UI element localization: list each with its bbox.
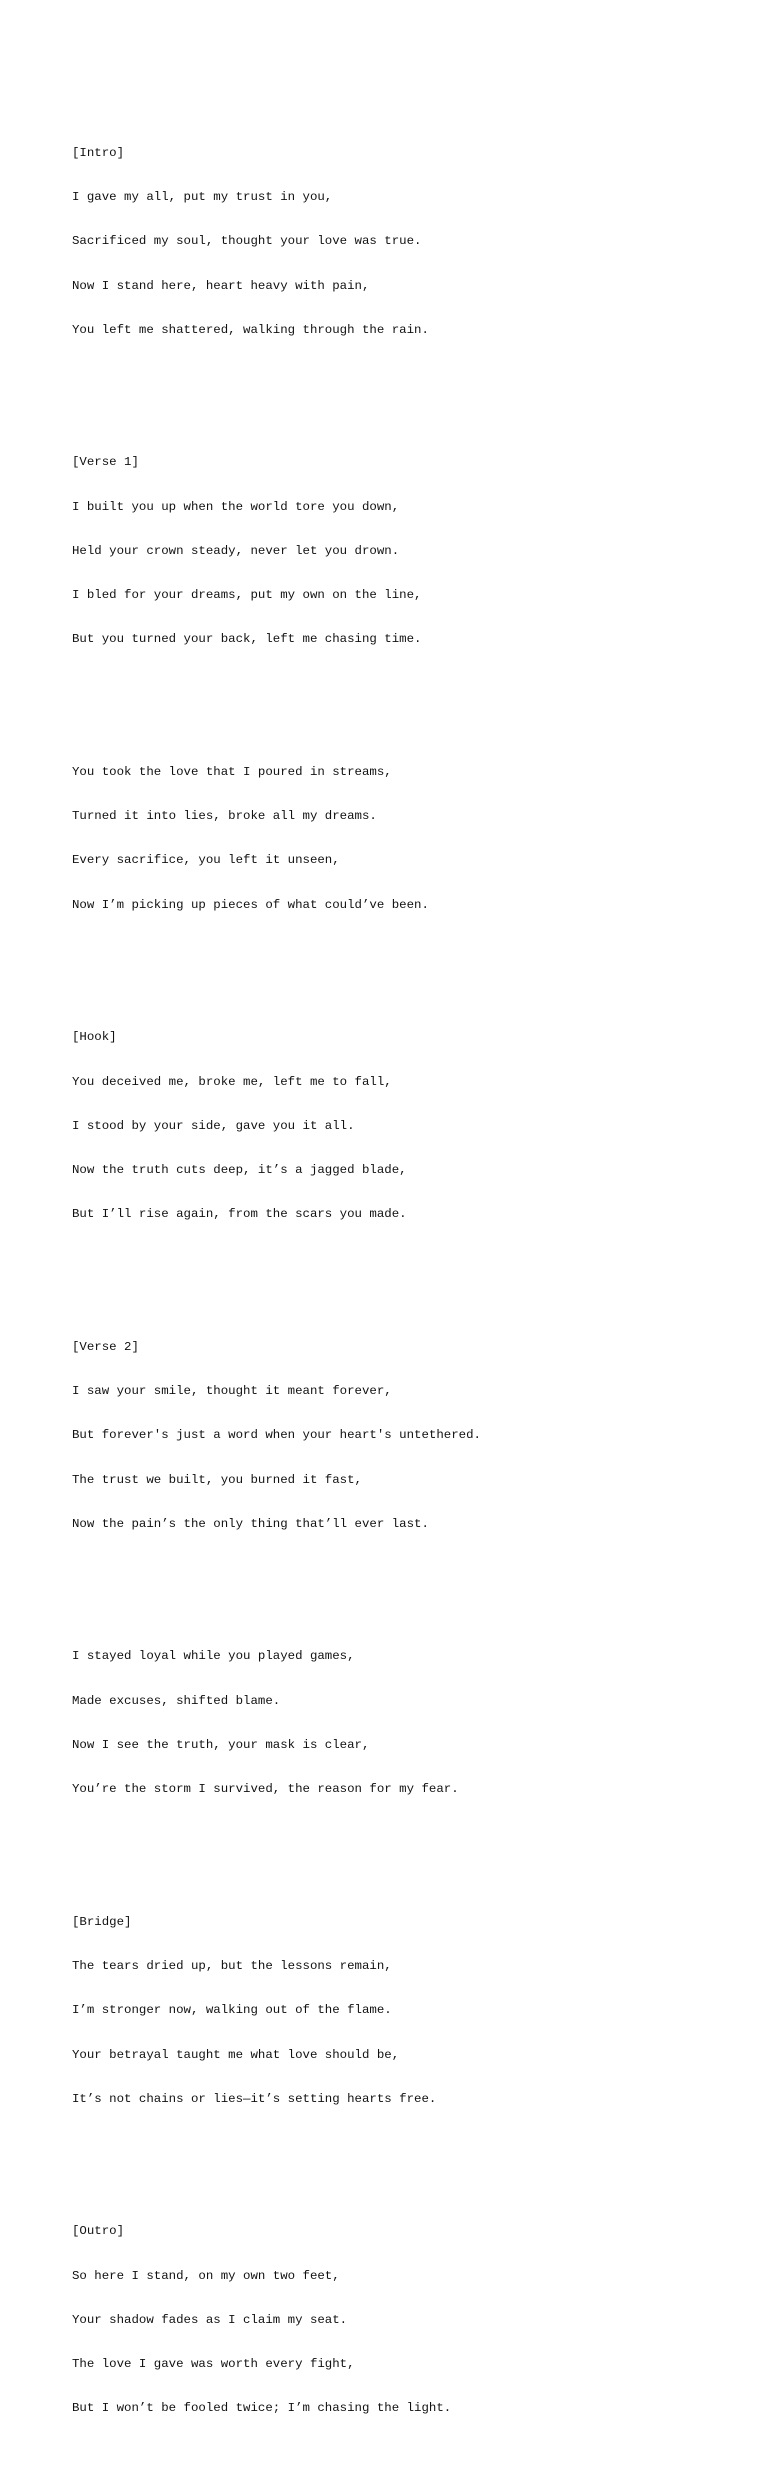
section-heading: [Outro]: [72, 2224, 125, 2239]
lyric-line: Turned it into lies, broke all my dreams.: [72, 809, 377, 824]
lyric-line: But you turned your back, left me chasing time.: [72, 632, 422, 647]
section-heading: [Hook]: [72, 1030, 117, 1045]
lyric-line: Now I see the truth, your mask is clear,: [72, 1737, 370, 1752]
lyric-line: Now I’m picking up pieces of what could’ve been.: [72, 897, 429, 912]
lyric-line: You left me shattered, walking through the rain.: [72, 322, 429, 337]
lyrics-section-intro: [72, 116, 732, 367]
lyric-line: I bled for your dreams, put my own on the line,: [72, 588, 422, 603]
lyric-line: Now the pain’s the only thing that’ll ever last.: [72, 1516, 429, 1531]
lyric-line: The love I gave was worth every fight,: [72, 2357, 355, 2372]
lyrics-section-verse-1: [72, 426, 732, 677]
section-heading: [Intro]: [72, 145, 125, 160]
lyrics-section-verse-1-cont: [72, 735, 732, 942]
lyric-line: I gave my all, put my trust in you,: [72, 190, 333, 204]
lyric-line: But forever's just a word when your heart's untethered.: [72, 1428, 481, 1443]
lyric-line: Held your crown steady, never let you drown.: [72, 543, 400, 558]
section-heading: [Verse 1]: [72, 455, 139, 470]
lyric-line: Made excuses, shifted blame.: [72, 1693, 281, 1708]
lyric-line: So here I stand, on my own two feet,: [72, 2268, 340, 2283]
lyrics-section-verse-2: [72, 1310, 732, 1561]
lyric-line: You’re the storm I survived, the reason for my fear.: [72, 1782, 459, 1797]
lyric-line: You deceived me, broke me, left me to fall,: [72, 1074, 392, 1089]
lyric-line: You took the love that I poured in streams,: [72, 764, 392, 779]
section-heading: [Verse 2]: [72, 1339, 139, 1354]
lyric-line: I stood by your side, gave you it all.: [72, 1118, 355, 1133]
lyric-line: Sacrificed my soul, thought your love was true.: [72, 234, 422, 249]
lyrics-section-hook: [72, 1001, 732, 1252]
lyric-line: Your betrayal taught me what love should be,: [72, 2047, 400, 2062]
lyrics-section-outro: [72, 2195, 732, 2446]
lyrics-section-bridge: [72, 1885, 732, 2136]
lyric-line: I saw your smile, thought it meant forever,: [72, 1384, 392, 1399]
section-heading: [Bridge]: [72, 1914, 132, 1929]
lyrics-body: [72, 72, 732, 2490]
lyric-line: But I won’t be fooled twice; I’m chasing the light.: [72, 2401, 452, 2416]
lyric-line: Now I stand here, heart heavy with pain,: [72, 278, 370, 293]
lyrics-section-verse-2-cont: [72, 1620, 732, 1827]
lyric-line: The tears dried up, but the lessons remain,: [72, 1959, 392, 1974]
lyric-line: Now the truth cuts deep, it’s a jagged blade,: [72, 1163, 407, 1178]
lyric-line: But I’ll rise again, from the scars you made.: [72, 1207, 407, 1222]
lyric-line: Every sacrifice, you left it unseen,: [72, 853, 340, 868]
lyric-line: I built you up when the world tore you down,: [72, 499, 400, 514]
lyric-line: It’s not chains or lies—it’s setting hearts free.: [72, 2091, 437, 2106]
lyric-line: Your shadow fades as I claim my seat.: [72, 2312, 348, 2327]
lyric-line: The trust we built, you burned it fast,: [72, 1472, 362, 1487]
lyric-line: I stayed loyal while you played games,: [72, 1649, 355, 1664]
lyric-line: I’m stronger now, walking out of the flame.: [72, 2003, 392, 2018]
